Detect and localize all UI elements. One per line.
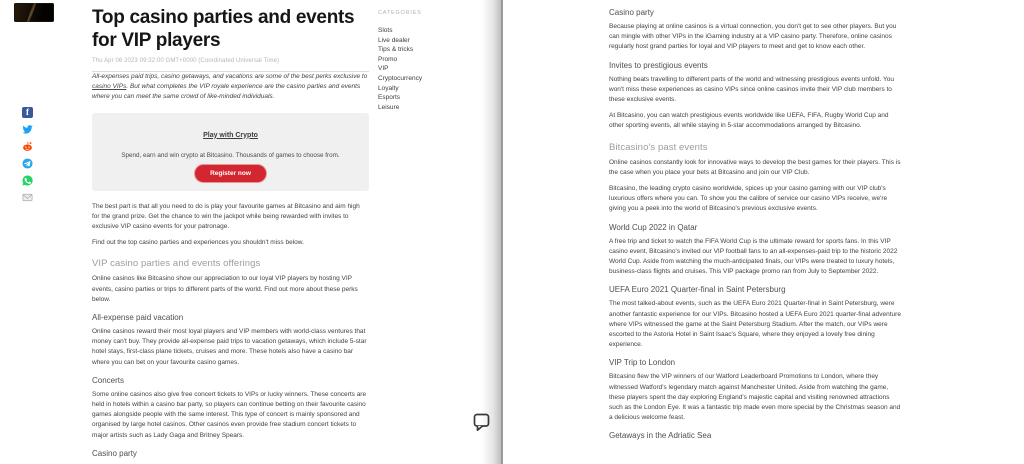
whatsapp-share-icon[interactable] [22, 175, 33, 186]
paragraph: Bitcasino flew the VIP winners of our Watford Leaderboard Promotions to London, where they witnessed Watford's legendary match against Manchester United. Aside from watching the game, these players spent the day exploring England's majestic capital and visiting renowned attractions such as the London Eye. It was a fantastic trip made even more special by the Christmas season and a delicious welcome feast. [609, 373, 901, 422]
promo-banner [92, 113, 369, 191]
category-vip[interactable]: VIP [378, 65, 389, 73]
paragraph: Bitcasino, the leading crypto casino worldwide, spices up your casino gaming with our VIP club's luxurious offers where you can. To show you the calibre of service our casino VIPs receive, we're giving you a peek into the world of Bitcasino's previous exclusive events. [609, 185, 888, 213]
paragraph: Find out the top casino parties and experiences you shouldn't miss below. [92, 239, 304, 247]
left-browser-pane [0, 0, 503, 464]
section-heading-casino-party-2: Casino party [609, 8, 654, 17]
category-promo[interactable]: Promo [378, 55, 398, 63]
right-browser-pane [505, 0, 1024, 464]
intro-text: All-expenses paid trips, casino getaways, and vacations are some of the best perks exclusive to [92, 73, 368, 80]
section-heading-casino-party: Casino party [92, 448, 137, 458]
play-with-crypto-link[interactable]: Play with Crypto [203, 131, 258, 139]
bitcasino-logo[interactable] [14, 3, 54, 22]
section-heading-london-trip: VIP Trip to London [609, 358, 676, 368]
email-share-icon[interactable] [22, 192, 33, 203]
chat-widget-button[interactable] [470, 410, 494, 434]
category-esports[interactable]: Esports [378, 94, 401, 102]
twitter-share-icon[interactable] [22, 124, 33, 135]
article-main [92, 6, 369, 463]
paragraph: Because playing at online casinos is a virtual connection, you don't get to see other players. But you can mingle with other VIPs in the iGaming industry at a VIP casino party. Therefore, online casinos regularly host grand parties for loyal and VIP players to meet and get to know each other. [609, 23, 897, 51]
paragraph: Online casinos constantly look for innovative ways to develop the best games for their players. This is the case when you place your bets at Bitcasino and join our VIP Club. [609, 158, 901, 176]
paragraph: A free trip and ticket to watch the FIFA World Cup is the ultimate reward for sports fans. In this VIP casino event, Bitcasino's invited our VIP football fans to an all-expenses-paid trip to the historic 2022 World Cup. Aside from watching the much-anticipated finals, our VIPs were treated to luxury hotels, business-class flights and cruises. This VIP package promo ran from July to September 2022. [609, 237, 898, 276]
section-heading-adriatic-getaways: Getaways in the Adriatic Sea [609, 431, 712, 441]
facebook-share-icon[interactable]: f [22, 107, 33, 118]
category-live-dealer[interactable]: Live dealer [378, 36, 410, 44]
social-share-bar [22, 107, 33, 203]
register-now-button[interactable]: Register now [195, 165, 266, 182]
section-heading-concerts: Concerts [92, 375, 125, 385]
page-title: Top casino parties and events for VIP players [92, 7, 355, 51]
section-heading-past-events: Bitcasino's past events [609, 141, 708, 153]
categories-label: CATEGORIES [378, 10, 422, 16]
section-heading-all-expense-vacation: All-expense paid vacation [92, 313, 184, 323]
category-slots[interactable]: Slots [378, 27, 393, 34]
intro-text-after: . But what completes the VIP royale experience are the casino parties and events where you can meet the same crowd of like-minded individuals. [92, 83, 361, 101]
paragraph: At Bitcasino, you can watch prestigious events worldwide like UEFA, FIFA, Rugby World Cup and other sporting events, all while staying in 5-star accommodations arranged by Bitcasino. [609, 112, 889, 130]
section-heading-vip-offerings: VIP casino parties and events offerings [92, 258, 261, 270]
article-continued [609, 6, 905, 445]
telegram-share-icon[interactable] [22, 158, 33, 169]
reddit-share-icon[interactable] [22, 141, 33, 152]
section-heading-world-cup: World Cup 2022 in Qatar [609, 222, 698, 232]
paragraph: Nothing beats travelling to different parts of the world and witnessing prestigious events unfold. You won't miss these experiences as casino VIPs since online casinos invite their VIP club members to these exclusive events. [609, 75, 894, 104]
category-cryptocurrency[interactable]: Cryptocurrency [378, 74, 423, 82]
paragraph: Online casinos reward their most loyal players and VIP members with world-class ventures that money can't buy. They provide all-expense paid trips to vacation getaways, which include 5-star hotel stays, first-class plane tickets, cruises and more. These hotels also have a casino bar where you can bet on your favourite casino games. [92, 328, 367, 366]
intro-paragraph [92, 72, 369, 103]
paragraph: Some online casinos also give free concert tickets to VIPs or lucky winners. These concerts are held in hotels within a casino bar party, so players can continue betting on their favourite casino games alongside people with the same interest. This type of concert is mainly sponsored and organised by large hotel casinos. Other casinos even provide free stadium concert tickets to major artists such as Lady Gaga and Britney Spears. [92, 390, 367, 439]
categories-sidebar [378, 10, 488, 112]
promo-text: Spend, earn and win crypto at Bitcasino. Thousands of games to choose from. [121, 151, 340, 159]
category-leisure[interactable]: Leisure [378, 103, 400, 111]
paragraph: The most talked-about events, such as the UEFA Euro 2021 Quarter-final in Saint Petersburg, were another fantastic experience for our VIPs. Bitcasino hosted a UEFA Euro 2021 quarter-final adventure where VIPs witnessed the game at the Saint Petersburg Stadium. After the match, our VIPs were escorted to the Astoria Hotel in Saint Isaac's Square, where they enjoyed a lovely free dining experience. [609, 300, 901, 349]
paragraph: Online casinos like Bitcasino show our appreciation to our loyal VIP players by hosting VIP events, casino parties or trips to different parts of the world. Find out more about these perks below. [92, 275, 358, 303]
casino-vips-link[interactable]: casino VIPs [92, 83, 127, 91]
paragraph: The best part is that all you need to do is play your favourite games at Bitcasino and aim high for the grand prize. Get the chance to win the jackpot while being rewarded with invites to exclusive VIP casino events for your patronage. [92, 202, 360, 231]
article-date: Thu Apr 06 2023 09:32:00 GMT+0000 (Coordinated Universal Time) [92, 58, 280, 64]
section-heading-uefa-euro: UEFA Euro 2021 Quarter-final in Saint Petersburg [609, 285, 786, 295]
section-heading-prestigious-events: Invites to prestigious events [609, 60, 708, 70]
category-loyalty[interactable]: Loyalty [378, 84, 399, 92]
category-tips-tricks[interactable]: Tips & tricks [378, 46, 414, 54]
